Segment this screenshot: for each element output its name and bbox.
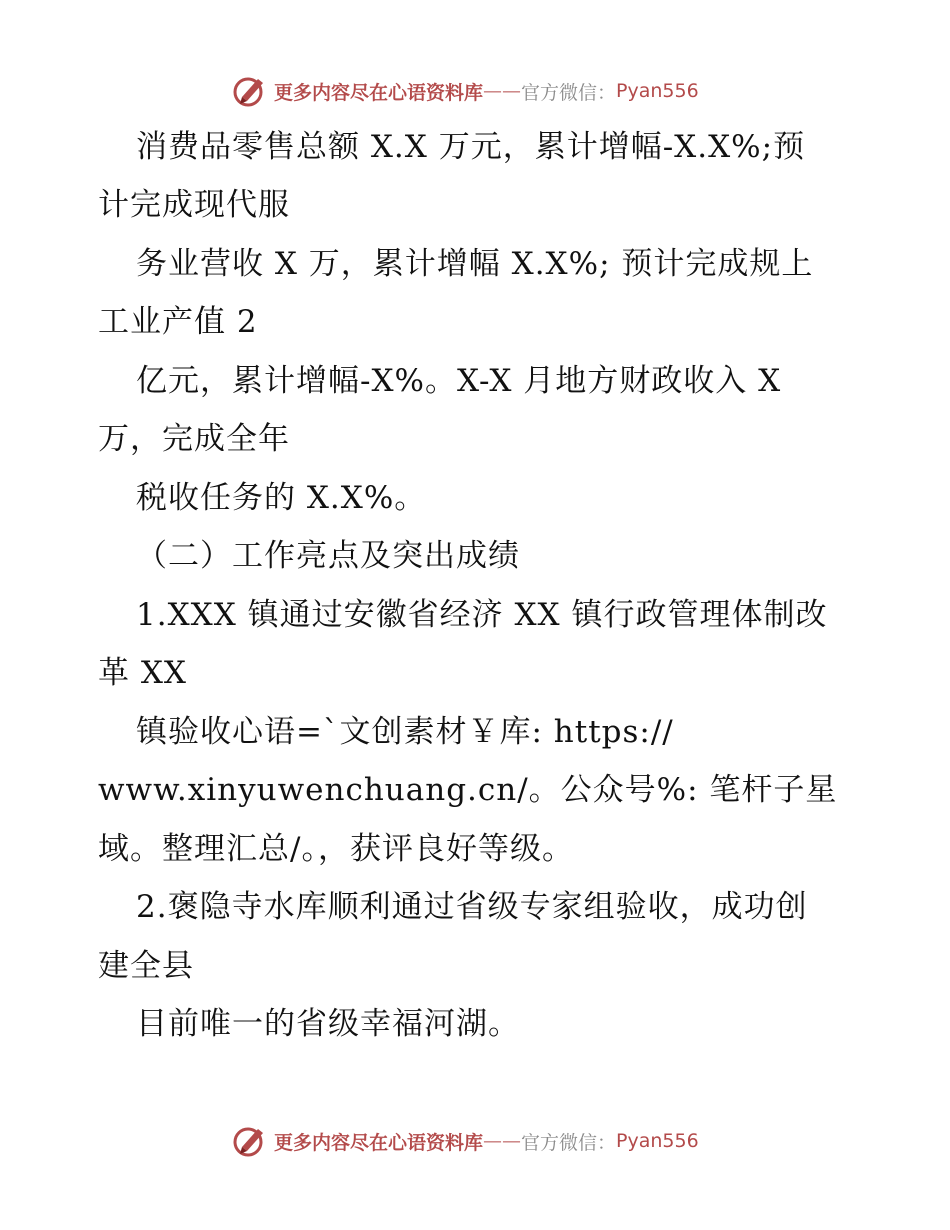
body-line: 亿元，累计增幅-X%。X-X 月地方财政收入 X bbox=[136, 363, 782, 399]
body-line: www.xinyuwenchuang.cn/。公众号%: 笔杆子星 bbox=[98, 772, 838, 808]
body-line: 万，完成全年 bbox=[98, 421, 290, 457]
footer-library-text: 更多内容尽在心语资料库 bbox=[274, 1131, 484, 1154]
section-heading: （二）工作亮点及突出成绩 bbox=[136, 538, 520, 574]
footer-watermark bbox=[232, 1121, 699, 1161]
header-separator: —— bbox=[483, 80, 522, 102]
body-line: 2.褒隐寺水库顺利通过省级专家组验收，成功创 bbox=[136, 889, 808, 925]
body-line: 建全县 bbox=[98, 948, 194, 984]
body-line: 镇验收心语=`文创素材￥库: https:// bbox=[136, 714, 674, 750]
body-line: 革 XX bbox=[98, 655, 187, 691]
header-watermark bbox=[232, 71, 699, 111]
body-line: 税收任务的 X.X%。 bbox=[136, 480, 427, 516]
pen-logo-icon bbox=[232, 1123, 268, 1159]
header-account-prefix: 官方微信： bbox=[521, 81, 617, 104]
footer-account-prefix: 官方微信： bbox=[521, 1131, 617, 1154]
body-line: 务业营收 X 万，累计增幅 X.X%; 预计完成规上 bbox=[136, 246, 814, 282]
body-line: 域。整理汇总/。，获评良好等级。 bbox=[98, 831, 574, 867]
body-line: 计完成现代服 bbox=[98, 187, 290, 223]
body-line: 消费品零售总额 X.X 万元，累计增幅-X.X%;预 bbox=[136, 129, 806, 165]
body-line: 1.XXX 镇通过安徽省经济 XX 镇行政管理体制改 bbox=[136, 597, 828, 633]
body-line: 目前唯一的省级幸福河湖。 bbox=[136, 1006, 520, 1042]
header-account: Pyan556 bbox=[616, 80, 699, 102]
body-line: 工业产值 2 bbox=[98, 304, 258, 340]
header-library-text: 更多内容尽在心语资料库 bbox=[274, 81, 484, 104]
footer-account: Pyan556 bbox=[616, 1130, 699, 1152]
pen-logo-icon bbox=[232, 73, 268, 109]
footer-separator: —— bbox=[483, 1130, 522, 1152]
